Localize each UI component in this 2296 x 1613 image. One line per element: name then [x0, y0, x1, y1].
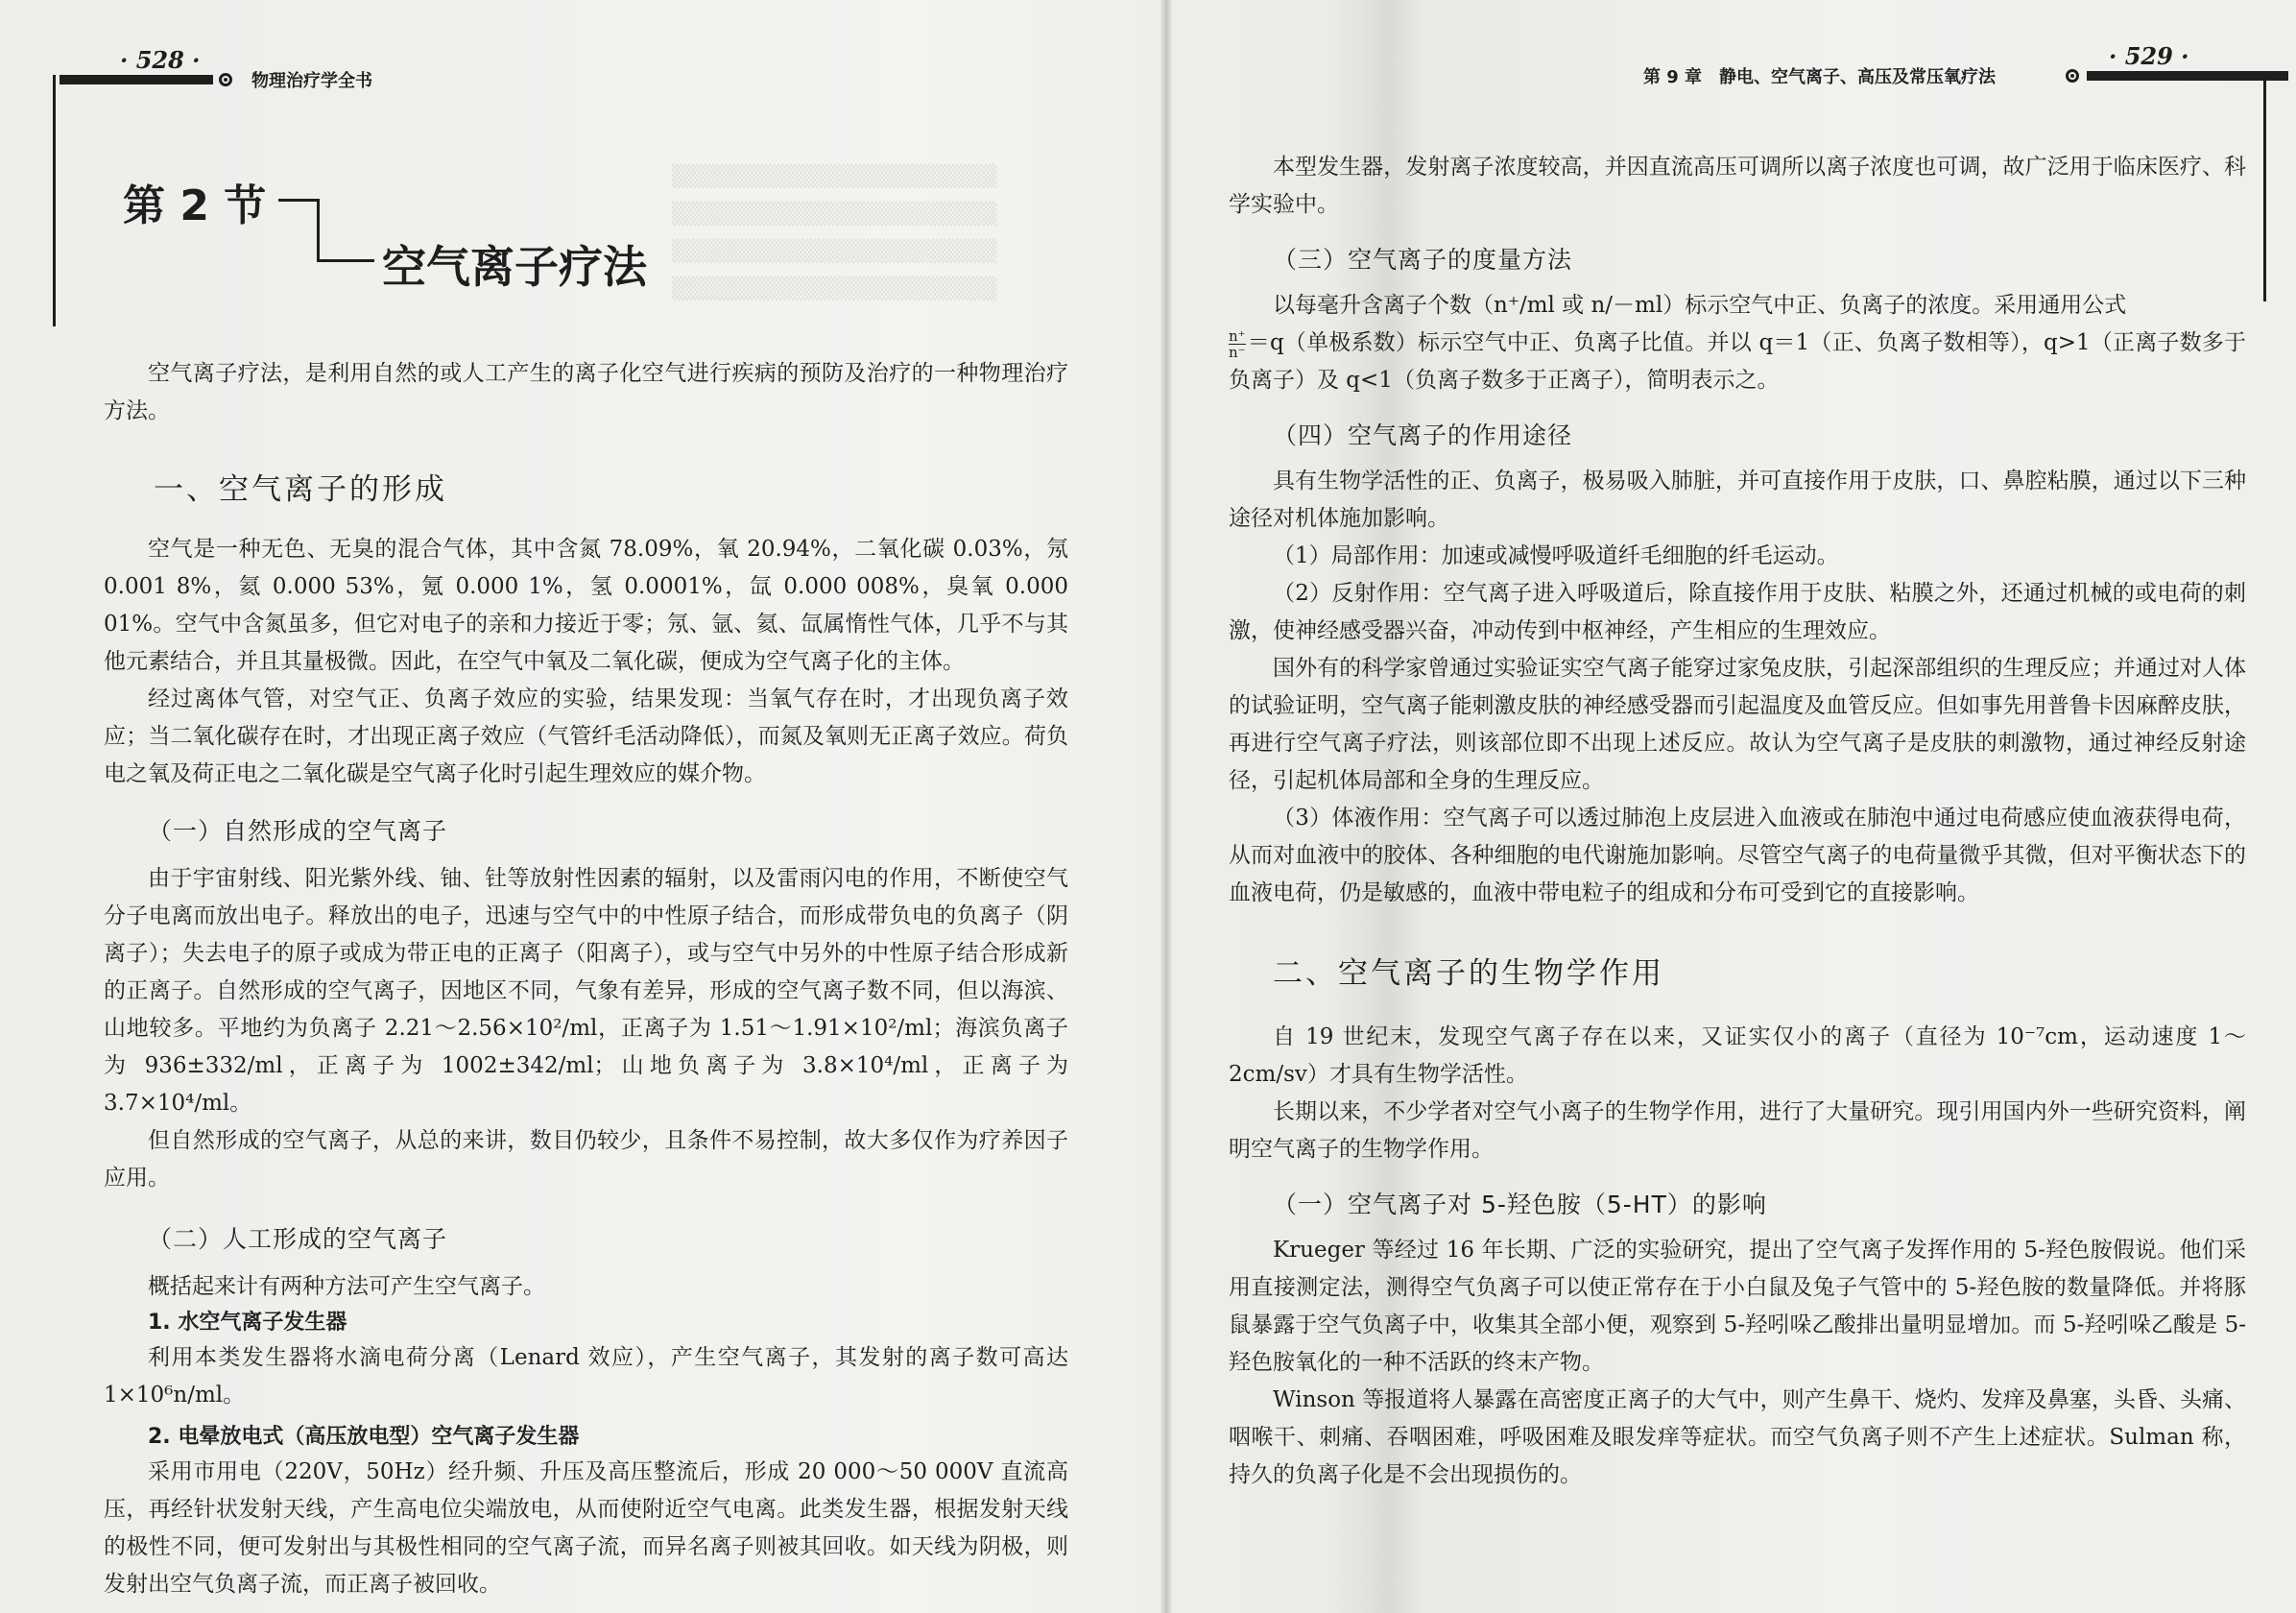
heading-artificial-ions: （二）人工形成的空气离子	[148, 1225, 448, 1253]
margin-rule	[2263, 71, 2266, 301]
heading-5ht: （一）空气离子对 5-羟色胺（5-HT）的影响	[1273, 1191, 1767, 1218]
heading-biological-effects: 二、空气离子的生物学作用	[1273, 956, 1664, 991]
paragraph-natural-ions: 由于宇宙射线、阳光紫外线、铀、钍等放射性因素的辐射，以及雷雨闪电的作用，不断使空气分子电离而放出电子。释放出的电子，迅速与空气中的中性原子结合，而形成带负电的负离子（阴离子）；失去电子的原子或成为带正电的正离子（阳离子），或与空气中另外的中性原子结合形成新的正离子。自然形成的空气离子，因地区不同，气象有差异，形成的空气离子数不同，但以海滨、山地较多。平地约为负离子 2.21～2.56×10²/ml，正离子为 1.51～1.91×10²/ml；海滨负离子为 936±332/ml，正离子为 1002±342/ml；山地负离子为 3.8×10⁴/ml，正离子为 3.7×10⁴/ml。	[104, 866, 1068, 1116]
paragraph-humoral-action: （3）体液作用：空气离子可以透过肺泡上皮层进入血液或在肺泡中通过电荷感应使血液获得电荷，从而对血液中的胶体、各种细胞的电代谢施加影响。尽管空气离子的电荷量微乎其微，但对平衡状态下的血液电荷，仍是敏感的，血液中带电粒子的组成和分布可受到它的直接影响。	[1229, 806, 2246, 905]
header-rule	[2087, 71, 2288, 81]
paragraph-measurement-2	[1229, 325, 2246, 399]
paragraph-experiment: 经过离体气管，对空气正、负离子效应的实验，结果发现：当氧气存在时，才出现负离子效应；当二氧化碳存在时，才出现正离子效应（气管纤毛活动降低），而氮及氧则无正离子效应。荷负电之氧及荷正电之二氧化碳是空气离子化时引起生理效应的媒介物。	[104, 686, 1068, 786]
paragraph-natural-ions-2: 但自然形成的空气离子，从总的来讲，数目仍较少，且条件不易控制，故大多仅作为疗养因子应用。	[104, 1128, 1068, 1191]
paragraph-water-generator: 利用本类发生器将水滴电荷分离（Lenard 效应），产生空气离子，其发射的离子数可高达 1×10⁶n/ml。	[104, 1345, 1068, 1408]
paragraph-foreign-research: 国外有的科学家曾通过实验证实空气离子能穿过家兔皮肤，引起深部组织的生理反应；并通过对人体的试验证明，空气离子能刺激皮肤的神经感受器而引起温度及血管反应。但如事先用普鲁卡因麻醉皮肤，再进行空气离子疗法，则该部位即不出现上述反应。故认为空气离子是皮肤的刺激物，通过神经反射途径，引起机体局部和全身的生理反应。	[1229, 656, 2246, 793]
section-connector-v	[317, 199, 320, 261]
ratio-fraction	[1229, 328, 1246, 360]
section-title: 空气离子疗法	[382, 241, 647, 293]
paragraph-krueger: Krueger 等经过 16 年长期、广泛的实验研究，提出了空气离子发挥作用的 5-羟色胺假说。他们采用直接测定法，测得空气负离子可以使正常存在于小白鼠及兔子气管中的 5-羟色胺的数量降低。并将豚鼠暴露于空气负离子中，收集其全部小便，观察到 5-羟吲哚乙酸排出量明显增加。而 5-羟吲哚乙酸是 5-羟色胺氧化的一种不活跃的终末产物。	[1229, 1238, 2246, 1375]
bleed-through-text: ▒▒▒▒▒▒▒▒▒▒▒▒▒▒▒▒▒▒▒▒ ▒▒▒▒▒▒▒▒▒▒▒▒▒▒▒▒▒▒▒▒ ▒▒▒▒▒▒▒▒▒▒▒▒▒▒▒▒▒▒▒▒ ▒▒▒▒▒▒▒▒▒▒▒▒▒▒▒▒▒▒▒▒	[672, 165, 997, 301]
left-body	[104, 355, 1068, 1603]
paragraph-measurement-1: 以每毫升含离子个数（n⁺/ml 或 n/－ml）标示空气中正、负离子的浓度。采用通用公式	[1273, 293, 2127, 318]
paragraph-biological-1: 自 19 世纪末，发现空气离子存在以来，又证实仅小的离子（直径为 10⁻⁷cm，运动速度 1～2cm/sv）才具有生物学活性。	[1229, 1024, 2246, 1087]
header-bullet-icon	[219, 73, 232, 86]
heading-action-routes: （四）空气离子的作用途径	[1273, 421, 1573, 449]
fraction-denominator: n⁻	[1229, 343, 1246, 361]
heading-formation: 一、空气离子的形成	[154, 472, 447, 507]
page-number: · 528 ·	[120, 46, 201, 74]
heading-natural-ions: （一）自然形成的空气离子	[148, 817, 448, 845]
heading-measurement: （三）空气离子的度量方法	[1273, 246, 1573, 274]
right-page	[1173, 0, 2296, 1613]
section-number: 第 2 节	[123, 181, 267, 230]
section-connector-h	[317, 259, 374, 262]
right-body	[1229, 149, 2246, 1494]
paragraph-reflex-action: （2）反射作用：空气离子进入呼吸道后，除直接作用于皮肤、粘膜之外，还通过机械的或电荷的刺激，使神经感受器兴奋，冲动传到中枢神经，产生相应的生理效应。	[1229, 581, 2246, 643]
paragraph-winson: Winson 等报道将人暴露在高密度正离子的大气中，则产生鼻干、烧灼、发痒及鼻塞，头昏、头痛、咽喉干、刺痛、吞咽困难，呼吸困难及眼发痒等症状。而空气负离子则不产生上述症状。Sulman 称，持久的负离子化是不会出现损伤的。	[1229, 1387, 2246, 1487]
heading-water-generator: 1. 水空气离子发生器	[148, 1311, 347, 1335]
paragraph-action-routes: 具有生物学活性的正、负离子，极易吸入肺脏，并可直接作用于皮肤，口、鼻腔粘膜，通过以下三种途径对机体施加影响。	[1229, 469, 2246, 531]
paragraph-biological-2: 长期以来，不少学者对空气小离子的生物学作用，进行了大量研究。现引用国内外一些研究资料，阐明空气离子的生物学作用。	[1229, 1099, 2246, 1162]
section-connector	[278, 199, 317, 202]
paragraph-continued: 本型发生器，发射离子浓度较高，并因直流高压可调所以离子浓度也可调，故广泛用于临床医疗、科学实验中。	[1229, 155, 2246, 217]
header-rule	[60, 75, 213, 84]
running-head: 物理治疗学全书	[251, 71, 372, 91]
page-number: · 529 ·	[2109, 42, 2189, 70]
paragraph-corona-generator: 采用市用电（220V，50Hz）经升频、升压及高压整流后，形成 20 000～50 000V 直流高压，再经针状发射天线，产生高电位尖端放电，从而使附近空气电离。此类发生器，根据发射天线的极性不同，便可发射出与其极性相同的空气离子流，而异名离子则被其回收。如天线为阴极，则发射出空气负离子流，而正离子被回收。	[104, 1459, 1068, 1597]
header-bullet-icon	[2066, 69, 2079, 83]
fraction-numerator: n⁺	[1229, 326, 1246, 345]
intro-paragraph: 空气离子疗法，是利用自然的或人工产生的离子化空气进行疾病的预防及治疗的一种物理治疗方法。	[104, 361, 1068, 423]
book-gutter	[1160, 0, 1173, 1613]
paragraph-air-composition: 空气是一种无色、无臭的混合气体，其中含氮 78.09%，氧 20.94%，二氧化碳 0.03%，氖 0.001 8%，氦 0.000 53%，氪 0.000 1%，氢 0.0001%，氙 0.000 008%，臭氧 0.000 01%。空气中含氮虽多，但它对电子的亲和力接近于零；氖、氩、氦、氙属惰性气体，几乎不与其他元素结合，并且其量极微。因此，在空气中氧及二氧化碳，便成为空气离子化的主体。	[104, 537, 1068, 674]
measurement-text: ＝q（单极系数）标示空气中正、负离子比值。并以 q＝1（正、负离子数相等），q>1（正离子数多于负离子）及 q<1（负离子数多于正离子），简明表示之。	[1229, 330, 2246, 393]
margin-rule	[53, 75, 56, 326]
heading-corona-generator: 2. 电晕放电式（高压放电型）空气离子发生器	[148, 1425, 580, 1449]
running-head: 第 9 章 静电、空气离子、高压及常压氧疗法	[1643, 67, 1997, 87]
paragraph-artificial-ions: 概括起来计有两种方法可产生空气离子。	[148, 1274, 545, 1299]
paragraph-local-action: （1）局部作用：加速或减慢呼吸道纤毛细胞的纤毛运动。	[1273, 543, 1839, 568]
